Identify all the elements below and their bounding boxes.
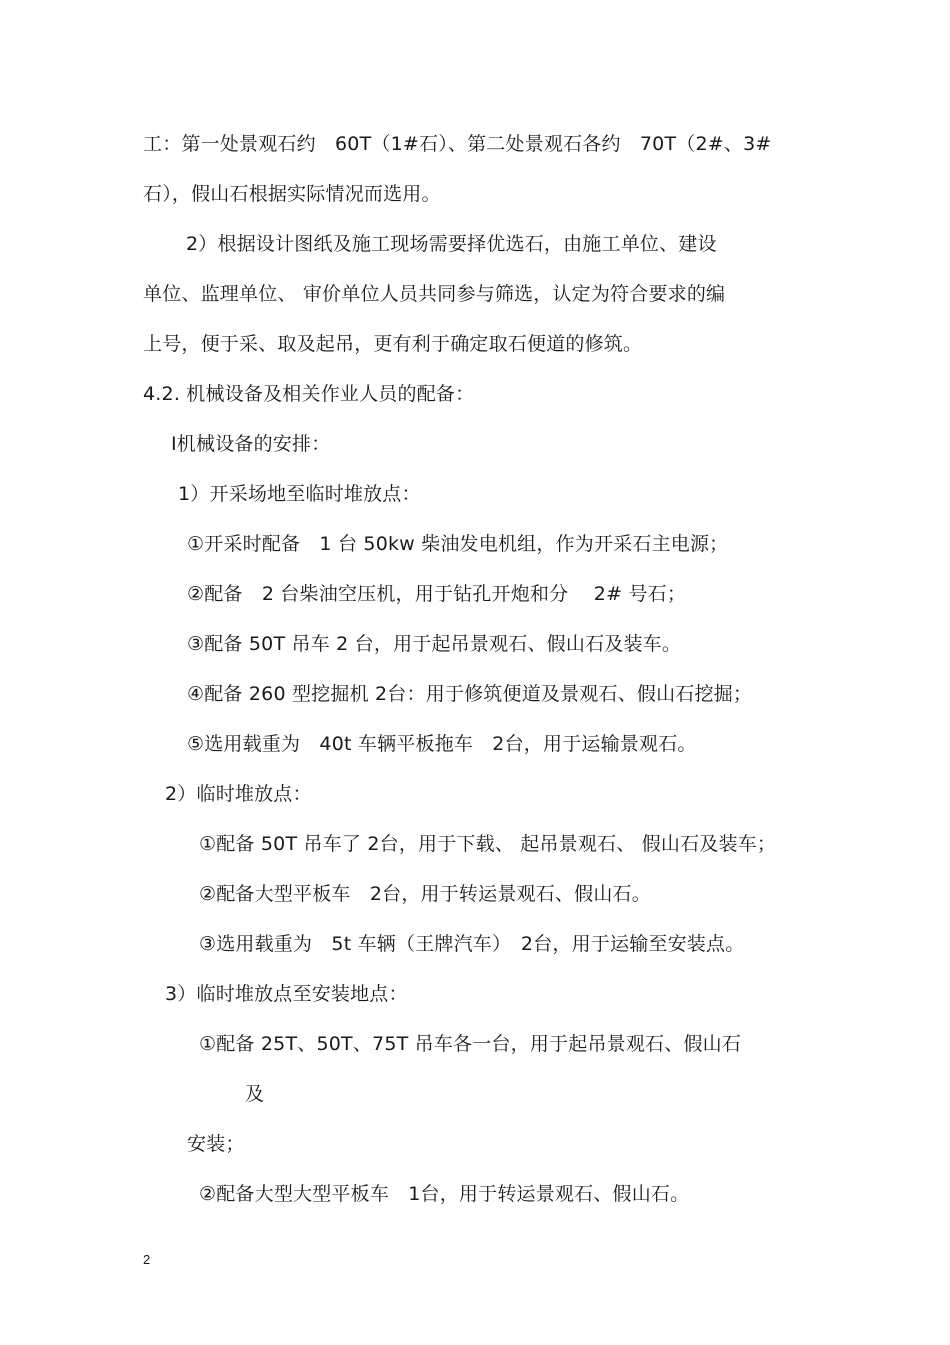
section-heading: 4.2. 机械设备及相关作业人员的配备： (143, 383, 475, 405)
list-item-continuation: 安装； (187, 1133, 245, 1155)
list-item: ②配备 2 台柴油空压机，用于钻孔开炮和分 2# 号石； (187, 583, 687, 605)
list-item: ⑤选用载重为 40t 车辆平板拖车 2台，用于运输景观石。 (187, 733, 697, 755)
list-item: ②配备大型大型平板车 1台，用于转运景观石、假山石。 (199, 1183, 690, 1205)
text-line: 上号，便于采、取及起吊，更有利于确定取石便道的修筑。 (143, 333, 643, 355)
list-heading: 1）开采场地至临时堆放点： (178, 483, 421, 505)
list-item: ①配备 25T、50T、75T 吊车各一台，用于起吊景观石、假山石 (199, 1033, 742, 1055)
text-line: 石），假山石根据实际情况而选用。 (143, 183, 441, 205)
list-item-continuation: 及 (245, 1083, 265, 1105)
page-number: 2 (143, 1252, 151, 1267)
list-heading: 3）临时堆放点至安装地点： (165, 983, 408, 1005)
text-line: 2）根据设计图纸及施工现场需要择优选石，由施工单位、建设 (186, 233, 717, 255)
list-item: ②配备大型平板车 2台，用于转运景观石、假山石。 (199, 883, 651, 905)
list-heading: 2）临时堆放点： (165, 783, 312, 805)
text-line: 工：第一处景观石约 60T（1#石）、第二处景观石各约 70T（2#、3# (143, 133, 772, 155)
list-item: ③配备 50T 吊车 2 台，用于起吊景观石、假山石及装车。 (187, 633, 682, 655)
text-line: 单位、监理单位、 审价单位人员共同参与筛选，认定为符合要求的编 (143, 283, 726, 305)
list-item: ①开采时配备 1 台 50kw 柴油发电机组，作为开采石主电源； (187, 533, 729, 555)
list-item: ④配备 260 型挖掘机 2台：用于修筑便道及景观石、假山石挖掘； (187, 683, 753, 705)
subsection-heading: Ⅰ机械设备的安排： (171, 433, 331, 455)
list-item: ③选用载重为 5t 车辆（王牌汽车） 2台，用于运输至安装点。 (199, 933, 745, 955)
list-item: ①配备 50T 吊车了 2台，用于下载、 起吊景观石、 假山石及装车； (199, 833, 777, 855)
